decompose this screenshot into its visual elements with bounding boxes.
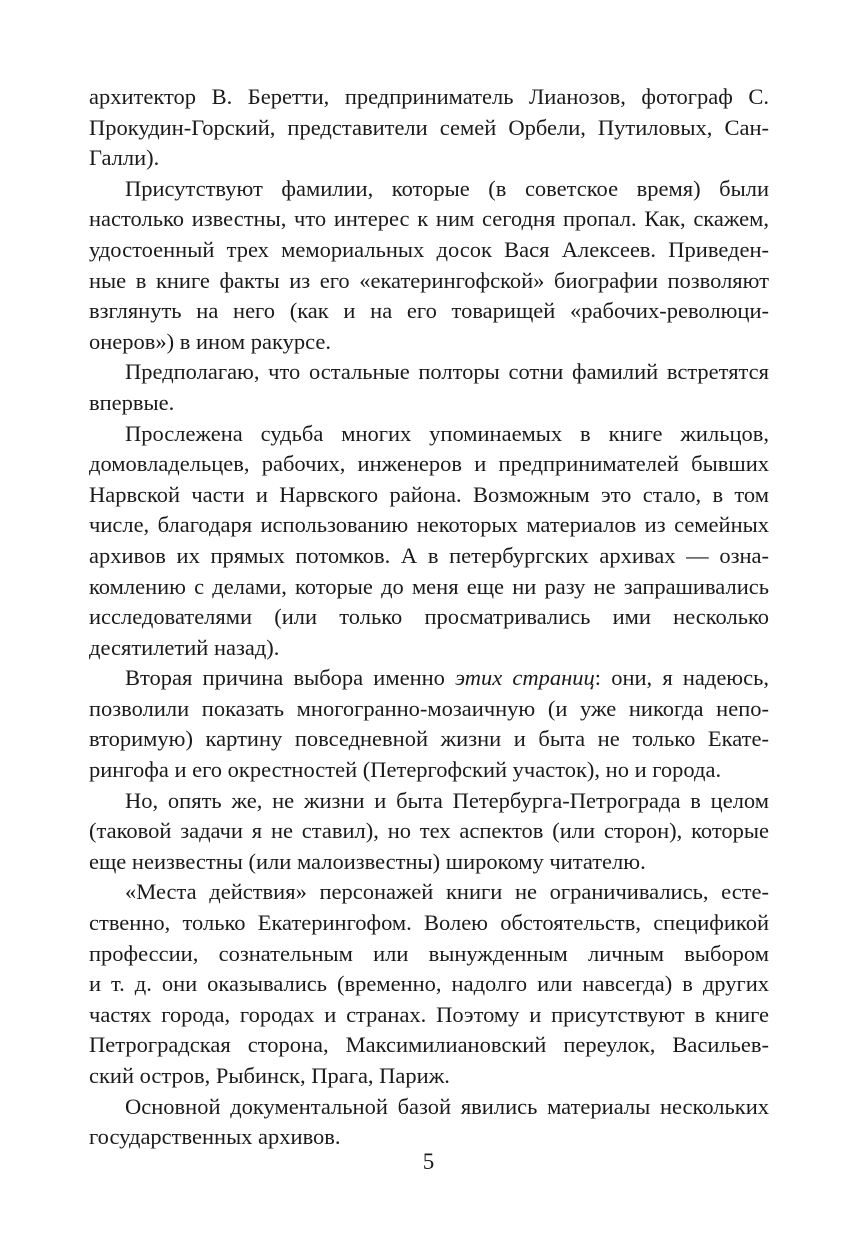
text-line: Но, опять же, не жизни и быта Петербурга-Петрограда в целом <box>125 787 769 813</box>
text-line: рингофа и его окрестностей (Петергофский участок), но и города. <box>89 757 722 783</box>
paragraph-8 <box>89 1092 769 1153</box>
text-line: настолько известны, что интерес к ним сегодня пропал. Как, скажем, <box>89 206 769 232</box>
text-line: ственно, только Екатерингофом. Волею обстоятельств, спецификой <box>89 910 769 936</box>
text-line: вторимую) картину повседневной жизни и быта не только Екате- <box>89 726 769 752</box>
text-line: частях города, городах и странах. Поэтому и присутствуют в книге <box>89 1001 769 1027</box>
text-line: (таковой задачи я не ставил), но тех аспектов (или сторон), которые <box>89 818 769 844</box>
text-line: «Места действия» персонажей книги не ограничивались, есте- <box>125 879 769 905</box>
paragraph-2 <box>89 174 769 358</box>
text-line: комлению с делами, которые до меня еще ни разу не запрашивались <box>89 573 769 599</box>
paragraph-4 <box>89 419 769 664</box>
text-line: государственных архивов. <box>89 1124 341 1150</box>
text-line: архитектор В. Беретти, предприниматель Лианозов, фотограф С. <box>89 84 769 109</box>
text-line: впервые. <box>89 389 175 415</box>
text-before-italic: Вторая причина выбора именно <box>125 665 456 691</box>
text-line-with-italic <box>89 663 769 694</box>
text-line: Нарвской части и Нарвского района. Возможным это стало, в том <box>89 481 769 507</box>
paragraph-5 <box>89 663 769 785</box>
page-body <box>89 82 769 1153</box>
text-line: удостоенный трех мемориальных досок Вася Алексеев. Приведен- <box>89 236 769 262</box>
text-line: и т. д. они оказывались (временно, надолго или навсегда) в других <box>89 971 769 997</box>
text-line: домовладельцев, рабочих, инженеров и предпринимателей бывших <box>89 451 769 477</box>
text-line: Петроградская сторона, Максимилиановский переулок, Васильев- <box>89 1032 769 1058</box>
paragraph-6 <box>89 786 769 878</box>
text-line: архивов их прямых потомков. А в петербургских архивах — озна- <box>89 542 769 568</box>
paragraph-7 <box>89 877 769 1091</box>
text-line: Галли). <box>89 145 160 171</box>
text-line: профессии, сознательным или вынужденным личным выбором <box>89 940 769 966</box>
text-line: ский остров, Рыбинск, Прага, Париж. <box>89 1063 450 1088</box>
text-line: онеров») в ином ракурсе. <box>89 328 332 354</box>
italic-phrase: этих страниц <box>455 665 595 691</box>
paragraph-3 <box>89 357 769 418</box>
text-line: ные в книге факты из его «екатерингофской» биографии позволяют <box>89 267 769 293</box>
text-line: исследователями (или только просматривались ими несколько <box>89 604 769 630</box>
text-line: числе, благодаря использованию некоторых материалов из семейных <box>89 512 769 538</box>
text-line: Прослежена судьба многих упоминаемых в книге жильцов, <box>125 420 769 446</box>
text-line: Основной документальной базой явились материалы нескольких <box>125 1093 769 1119</box>
text-after-italic: : они, я надеюсь, <box>594 665 769 691</box>
text-line: Присутствуют фамилии, которые (в советское время) были <box>125 175 769 201</box>
text-line: десятилетий назад). <box>89 634 280 660</box>
text-line: еще неизвестны (или малоизвестны) широкому читателю. <box>89 848 646 874</box>
text-line: позволили показать многогранно-мозаичную (и уже никогда непо- <box>89 695 769 721</box>
text-line: Прокудин-Горский, представители семей Орбели, Путиловых, Сан- <box>89 114 769 140</box>
text-line: Предполагаю, что остальные полторы сотни фамилий встретятся <box>125 359 769 385</box>
paragraph-1 <box>89 82 769 174</box>
page-number: 5 <box>422 1149 435 1174</box>
text-line: взглянуть на него (как и на его товарищей «рабочих-революци- <box>89 298 769 324</box>
